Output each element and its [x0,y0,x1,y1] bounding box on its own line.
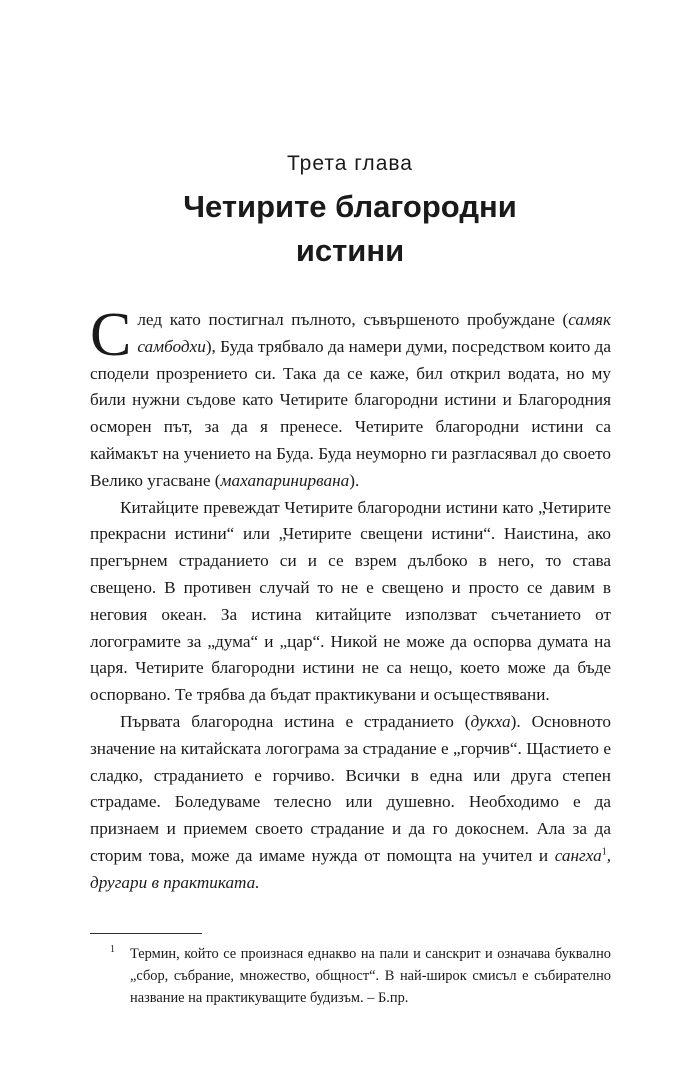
p1-text-1: лед като постигнал пълното, съвършеното пробуждане ( [137,310,569,329]
p3-italic-1: дукха [470,711,511,731]
p3-text-2: ). Основното значение на китайската логограма за страдание е „горчив“. Щастието е сладко, страданието е горчиво. Всички в една или друга степен страдаме. Боледуваме телесно или душевно. Необходимо е да признаем и приемем своето страдание и да го докоснем. Ала за да сторим това, може да имаме нужда от помощта на учител и [90,711,611,865]
p1-italic-1: самяк самбодхи [137,310,611,356]
paragraph-2: Китайците превеждат Четирите благородни истини като „Четирите прекрасни истини“ или „Четирите свещени истини“. Наистина, ако прегърнем страданието си и се взрем дълбоко в него, то става свещено. В противен случай то не е свещено и просто се давим в неговия океан. За истина китайците използват съчетанието от логограмите за „дума“ и „цар“. Никой не може да оспорва думата на царя. Четирите благородни истини не са нещо, което може да бъде оспорвано. Те трябва да бъдат практикувани и осъществявани. [90,497,611,705]
chapter-title-line1: Четирите благородни [183,189,517,224]
p1-text-3: ). [349,470,360,490]
paragraph-1 [90,301,611,495]
footnote-text: Термин, който се произнася еднакво на пали и санскрит и означава буквално „сбор, събрание, множество, общност“. В най-широк смисъл е събирателно название на практикуващите будизъм. – Б.пр. [130,946,611,1006]
drop-cap: С [90,301,132,369]
p3-italic-3: , другари в практиката. [90,845,611,892]
p3-text-1: Първата благородна истина е страданието ( [120,711,471,731]
p1-italic-2: махапаринирвана [220,470,350,490]
footnote-mark: 1 [110,944,115,955]
chapter-title [0,185,700,273]
paragraph-3 [90,709,611,897]
footnote [90,943,611,1009]
chapter-label: Трета глава [287,152,413,175]
footnote-ref[interactable]: 1 [601,846,607,858]
p1-text-2: ), Буда трябвало да намери думи, посредством които да сподели прозрението си. Така да се каже, бил открил водата, но му били нужни съдове като Четирите благородни истини и Благородния осморен път, за да я пренесе. Четирите благородни истини са каймакът на учението на Буда. Буда неуморно ги разгласявал до своето Велико угасване ( [90,336,611,490]
p3-italic-2: сангха [554,845,602,865]
chapter-title-line2: истини [295,233,405,268]
footnote-divider [90,933,202,934]
body-text [90,301,611,897]
